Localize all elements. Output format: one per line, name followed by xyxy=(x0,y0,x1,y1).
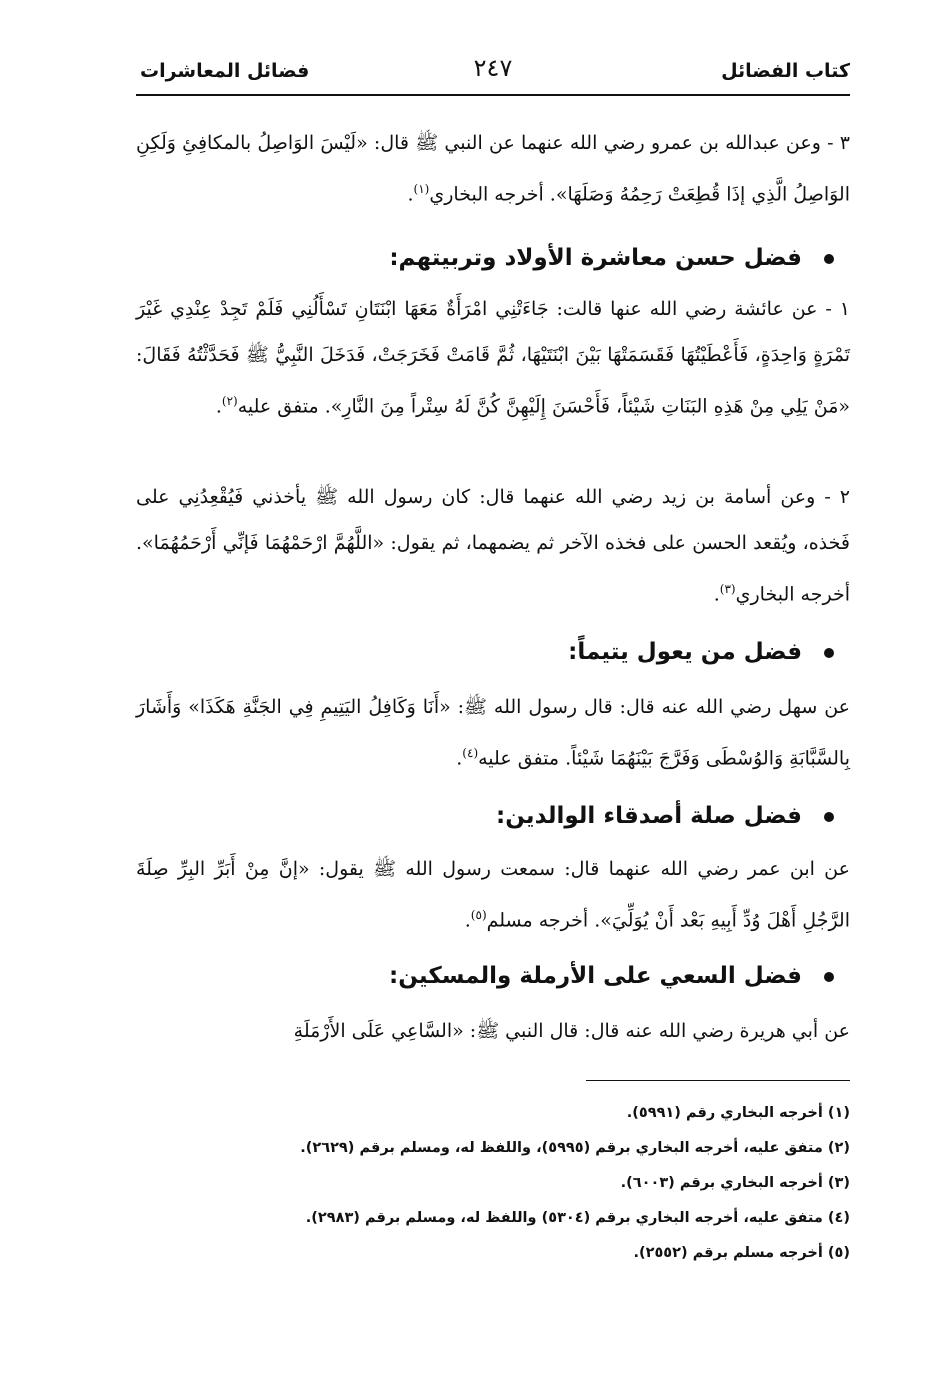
hadith-text: عن أبي هريرة رضي الله عنه قال: قال النبي ﷺ: «السَّاعِي عَلَى الأَرْمَلَةِ xyxy=(293,1020,850,1042)
hadith-paragraph: ٢ - وعن أسامة بن زيد رضي الله عنهما قال: كان رسول الله ﷺ يأخذني فَيُقْعِدُنِي على فَخذه، ويُقعد الحسن على فخذه الآخر ثم يضمهما، ثم يقول: «اللَّهُمَّ ارْحَمْهُمَا فَإنِّي أَرْحَمُهُمَا». أخرجه البخاري$^{(٣)}$. xyxy=(136,486,850,606)
header-rule xyxy=(136,94,850,96)
footnote-separator xyxy=(586,1080,850,1081)
hadith-paragraph: ٣ - وعن عبدالله بن عمرو رضي الله عنهما عن النبي ﷺ قال: «لَيْسَ الوَاصِلُ بالمكافِئِ وَلَكِنِ الوَاصِلُ الَّذِي إذَا قُطِعَتْ رَحِمُهُ وَصَلَهَا». أخرجه البخاري$^{(١)}$. xyxy=(136,132,850,206)
footnote-ref: (٥) xyxy=(470,908,487,922)
footnotes xyxy=(136,1096,850,1271)
bullet-icon xyxy=(824,254,834,264)
footnote: (١) أخرجه البخاري رقم (٥٩٩١). xyxy=(626,1105,850,1121)
header-chapter-title: فضائل المعاشرات xyxy=(140,60,310,82)
page-number: ٢٤٧ xyxy=(473,54,513,82)
footnote: (٥) أخرجه مسلم برقم (٢٥٥٢). xyxy=(633,1245,850,1261)
hadith-text: عن ابن عمر رضي الله عنهما قال: سمعت رسول الله ﷺ يقول: «إنَّ مِنْ أَبَرِّ البِرِّ صِلَةَ الرَّجُلِ أَهْلَ وُدِّ أَبِيهِ بَعْد أَنْ يُوَلِّيَ». أخرجه مسلم xyxy=(136,858,850,932)
footnote-ref: (٣) xyxy=(719,582,736,596)
section-heading xyxy=(136,632,850,672)
bullet-icon xyxy=(824,812,834,822)
hadith-paragraph xyxy=(136,1008,850,1054)
footnote-ref: (٢) xyxy=(221,394,238,408)
hadith-text: ٢ - وعن أسامة بن زيد رضي الله عنهما قال: كان رسول الله ﷺ يأخذني فَيُقْعِدُنِي على فَخذه، ويُقعد الحسن على فخذه الآخر ثم يضمهما، ثم يقول: «اللَّهُمَّ ارْحَمْهُمَا فَإنِّي أَرْحَمُهُمَا». أخرجه البخاري xyxy=(136,486,850,606)
bullet-icon xyxy=(824,648,834,658)
section-heading xyxy=(136,796,850,836)
footnote-ref: (٤) xyxy=(462,746,479,760)
hadith-paragraph: عن ابن عمر رضي الله عنهما قال: سمعت رسول الله ﷺ يقول: «إنَّ مِنْ أَبَرِّ البِرِّ صِلَةَ الرَّجُلِ أَهْلَ وُدِّ أَبِيهِ بَعْد أَنْ يُوَلِّيَ». أخرجه مسلم$^{(٥)}$. xyxy=(136,858,850,932)
section-heading xyxy=(136,238,850,278)
running-header xyxy=(136,54,850,96)
section-heading-text: فضل صلة أصدقاء الوالدين: xyxy=(496,803,802,829)
hadith-text: ١ - عن عائشة رضي الله عنها قالت: جَاءَتْنِي امْرَأَةٌ مَعَهَا ابْنَتَانِ تَسْأَلُنِي فَلَمْ تَجِدْ عِنْدِي غَيْرَ تَمْرَةٍ وَاحِدَةٍ، فَأَعْطَيْتُهَا فَقَسَمَتْهَا بَيْنَ ابْنَتَيْهَا، ثُمَّ قَامَتْ فَخَرَجَتْ، فَدَخَلَ النَّبِيُّ ﷺ فَحَدَّثْتُهُ فَقَالَ: «مَنْ يَلِي مِنْ هَذِهِ البَنَاتِ شَيْئاً، فَأَحْسَنَ إِلَيْهِنَّ كُنَّ لَهُ سِتْراً مِنَ النَّارِ». متفق عليه xyxy=(136,298,850,418)
section-heading-text: فضل حسن معاشرة الأولاد وتربيتهم: xyxy=(389,245,802,271)
footnote: (٢) متفق عليه، أخرجه البخاري برقم (٥٩٩٥)، واللفظ له، ومسلم برقم (٢٦٢٩). xyxy=(300,1140,850,1156)
hadith-paragraph: عن سهل رضي الله عنه قال: قال رسول الله ﷺ: «أَنَا وَكَافِلُ اليَتِيمِ فِي الجَنَّةِ هَكَذَا» وَأَشَارَ بِالسَّبَّابَةِ وَالوُسْطَى وَفَرَّجَ بَيْنَهُمَا شَيْئاً. متفق عليه$^{(٤)}$. xyxy=(136,696,850,770)
hadith-paragraph: ١ - عن عائشة رضي الله عنها قالت: جَاءَتْنِي امْرَأَةٌ مَعَهَا ابْنَتَانِ تَسْأَلُنِي فَلَمْ تَجِدْ عِنْدِي غَيْرَ تَمْرَةٍ وَاحِدَةٍ، فَأَعْطَيْتُهَا فَقَسَمَتْهَا بَيْنَ ابْنَتَيْهَا، ثُمَّ قَامَتْ فَخَرَجَتْ، فَدَخَلَ النَّبِيُّ ﷺ فَحَدَّثْتُهُ فَقَالَ: «مَنْ يَلِي مِنْ هَذِهِ البَنَاتِ شَيْئاً، فَأَحْسَنَ إِلَيْهِنَّ كُنَّ لَهُ سِتْراً مِنَ النَّارِ». متفق عليه$^{(٢)}$. xyxy=(136,298,850,418)
hadith-text: ٣ - وعن عبدالله بن عمرو رضي الله عنهما عن النبي ﷺ قال: «لَيْسَ الوَاصِلُ بالمكافِئِ وَلَكِنِ الوَاصِلُ الَّذِي إذَا قُطِعَتْ رَحِمُهُ وَصَلَهَا». أخرجه البخاري xyxy=(136,132,850,206)
hadith-text: عن سهل رضي الله عنه قال: قال رسول الله ﷺ: «أَنَا وَكَافِلُ اليَتِيمِ فِي الجَنَّةِ هَكَذَا» وَأَشَارَ بِالسَّبَّابَةِ وَالوُسْطَى وَفَرَّجَ بَيْنَهُمَا شَيْئاً. متفق عليه xyxy=(136,696,850,770)
footnote-ref: (١) xyxy=(413,182,430,196)
section-heading-text: فضل من يعول يتيماً: xyxy=(568,639,802,665)
header-book-title: كتاب الفضائل xyxy=(721,60,850,82)
footnote: (٣) أخرجه البخاري برقم (٦٠٠٣). xyxy=(620,1175,850,1191)
section-heading xyxy=(136,956,850,996)
footnote: (٤) متفق عليه، أخرجه البخاري برقم (٥٣٠٤) واللفظ له، ومسلم برقم (٢٩٨٣). xyxy=(305,1210,850,1226)
bullet-icon xyxy=(824,972,834,982)
section-heading-text: فضل السعي على الأرملة والمسكين: xyxy=(389,963,802,989)
